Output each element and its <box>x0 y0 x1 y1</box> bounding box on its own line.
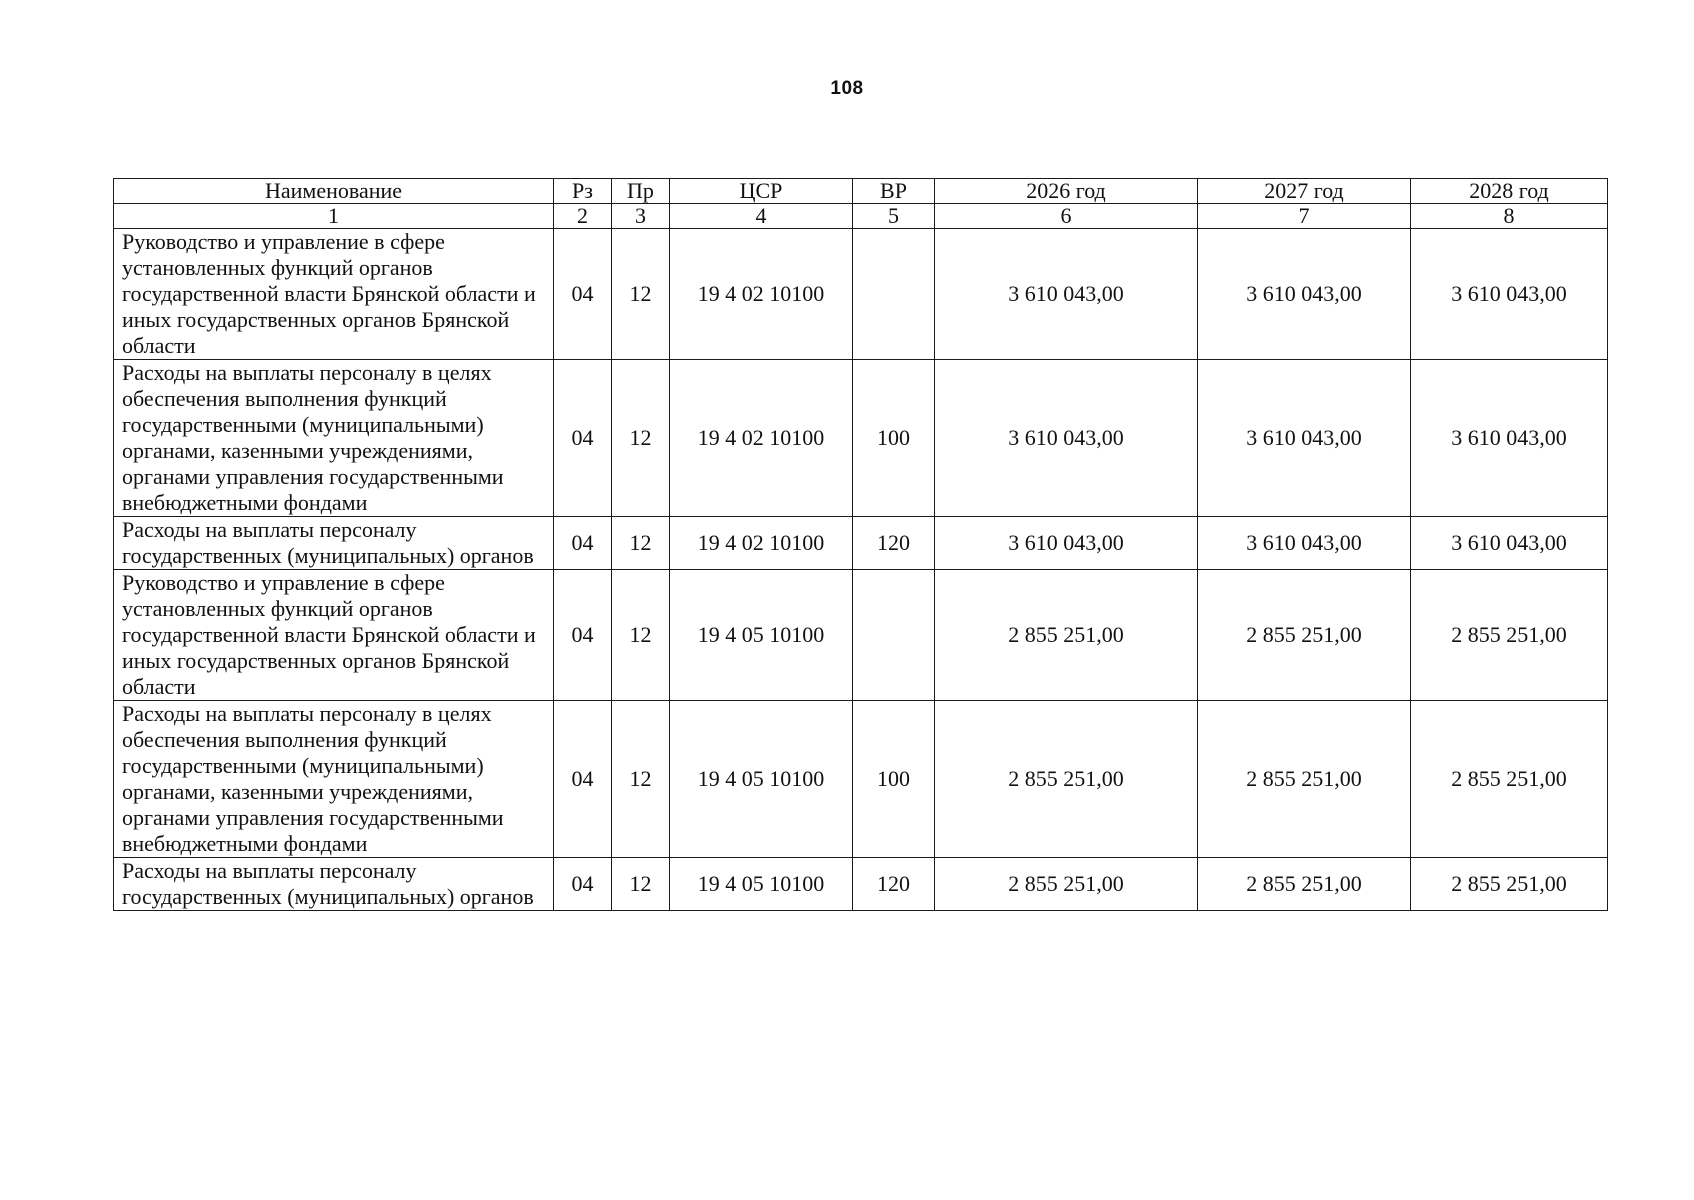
column-number: 8 <box>1411 204 1608 229</box>
row-rz: 04 <box>554 701 612 858</box>
row-rz: 04 <box>554 229 612 360</box>
row-name: Руководство и управление в сфере установленных функций органов государственной власти Брянской области и иных государственных органов Брянской области <box>114 570 554 701</box>
header-rz: Рз <box>554 179 612 204</box>
row-pr: 12 <box>612 858 670 911</box>
table-row <box>114 570 1608 701</box>
row-pr: 12 <box>612 360 670 517</box>
row-amount-2027: 2 855 251,00 <box>1198 858 1411 911</box>
header-pr: Пр <box>612 179 670 204</box>
column-number-row <box>114 204 1608 229</box>
column-number: 5 <box>853 204 935 229</box>
row-amount-2028: 3 610 043,00 <box>1411 229 1608 360</box>
row-amount-2027: 3 610 043,00 <box>1198 229 1411 360</box>
row-amount-2027: 2 855 251,00 <box>1198 570 1411 701</box>
row-vr: 120 <box>853 858 935 911</box>
table-row <box>114 858 1608 911</box>
column-number: 6 <box>935 204 1198 229</box>
column-number: 4 <box>670 204 853 229</box>
row-vr: 120 <box>853 517 935 570</box>
table-row <box>114 517 1608 570</box>
header-vr: ВР <box>853 179 935 204</box>
column-number: 1 <box>114 204 554 229</box>
row-name: Расходы на выплаты персоналу в целях обеспечения выполнения функций государственными (муниципальными) органами, казенными учреждениями, органами управления государственными внебюджетными фондами <box>114 360 554 517</box>
row-amount-2026: 2 855 251,00 <box>935 701 1198 858</box>
row-name: Руководство и управление в сфере установленных функций органов государственной власти Брянской области и иных государственных органов Брянской области <box>114 229 554 360</box>
row-csr: 19 4 05 10100 <box>670 701 853 858</box>
row-name: Расходы на выплаты персоналу государственных (муниципальных) органов <box>114 858 554 911</box>
row-amount-2028: 2 855 251,00 <box>1411 570 1608 701</box>
row-amount-2028: 2 855 251,00 <box>1411 858 1608 911</box>
column-number: 2 <box>554 204 612 229</box>
table-row <box>114 229 1608 360</box>
row-csr: 19 4 02 10100 <box>670 517 853 570</box>
row-csr: 19 4 05 10100 <box>670 570 853 701</box>
header-2026: 2026 год <box>935 179 1198 204</box>
row-amount-2026: 3 610 043,00 <box>935 517 1198 570</box>
row-vr <box>853 570 935 701</box>
header-2028: 2028 год <box>1411 179 1608 204</box>
row-amount-2026: 2 855 251,00 <box>935 570 1198 701</box>
row-amount-2026: 3 610 043,00 <box>935 229 1198 360</box>
row-rz: 04 <box>554 858 612 911</box>
row-amount-2028: 3 610 043,00 <box>1411 517 1608 570</box>
table-row <box>114 360 1608 517</box>
row-pr: 12 <box>612 517 670 570</box>
row-amount-2027: 2 855 251,00 <box>1198 701 1411 858</box>
page-number: 108 <box>830 78 864 99</box>
row-pr: 12 <box>612 701 670 858</box>
budget-table <box>113 178 1608 911</box>
row-amount-2026: 2 855 251,00 <box>935 858 1198 911</box>
row-csr: 19 4 02 10100 <box>670 360 853 517</box>
header-2027: 2027 год <box>1198 179 1411 204</box>
row-rz: 04 <box>554 360 612 517</box>
row-pr: 12 <box>612 570 670 701</box>
header-row <box>114 179 1608 204</box>
row-pr: 12 <box>612 229 670 360</box>
row-vr <box>853 229 935 360</box>
row-amount-2027: 3 610 043,00 <box>1198 360 1411 517</box>
row-csr: 19 4 05 10100 <box>670 858 853 911</box>
header-csr: ЦСР <box>670 179 853 204</box>
row-name: Расходы на выплаты персоналу в целях обеспечения выполнения функций государственными (муниципальными) органами, казенными учреждениями, органами управления государственными внебюджетными фондами <box>114 701 554 858</box>
row-rz: 04 <box>554 570 612 701</box>
column-number: 3 <box>612 204 670 229</box>
column-number: 7 <box>1198 204 1411 229</box>
row-vr: 100 <box>853 360 935 517</box>
row-csr: 19 4 02 10100 <box>670 229 853 360</box>
row-amount-2026: 3 610 043,00 <box>935 360 1198 517</box>
row-amount-2028: 3 610 043,00 <box>1411 360 1608 517</box>
row-amount-2027: 3 610 043,00 <box>1198 517 1411 570</box>
row-name: Расходы на выплаты персоналу государственных (муниципальных) органов <box>114 517 554 570</box>
row-rz: 04 <box>554 517 612 570</box>
header-name: Наименование <box>114 179 554 204</box>
row-vr: 100 <box>853 701 935 858</box>
table-row <box>114 701 1608 858</box>
row-amount-2028: 2 855 251,00 <box>1411 701 1608 858</box>
